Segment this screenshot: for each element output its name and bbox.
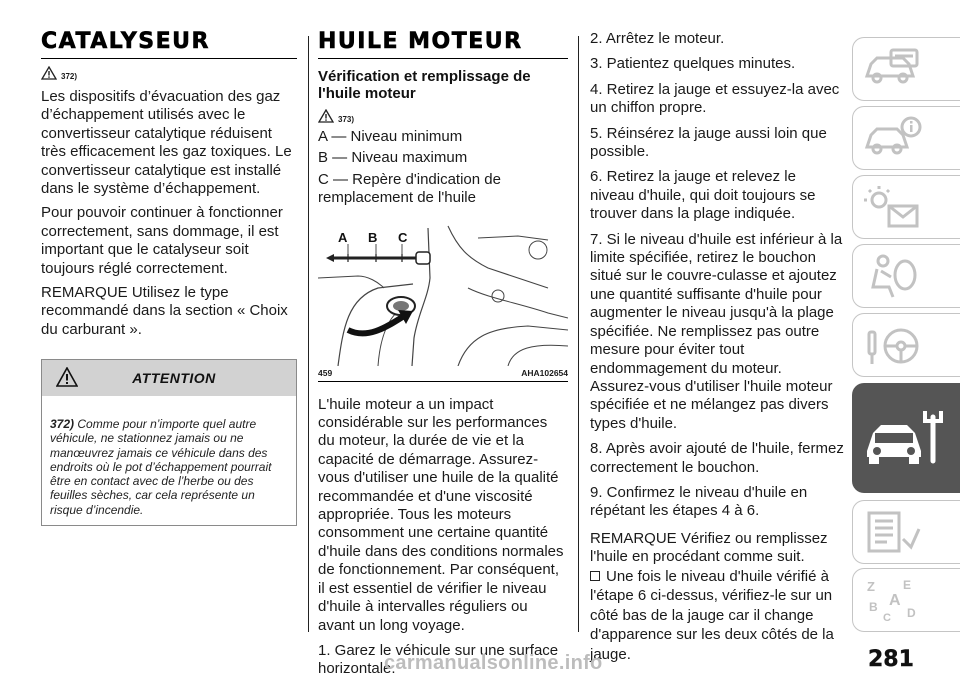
figure-number: 459 bbox=[318, 367, 333, 378]
svg-text:E: E bbox=[903, 578, 912, 592]
column-catalyseur bbox=[41, 30, 297, 526]
car-maintenance-icon bbox=[863, 407, 949, 469]
specifications-list-icon bbox=[863, 509, 923, 555]
step: 5. Réinsérez la jauge aussi loin que possible. bbox=[590, 124, 827, 161]
dipstick-figure bbox=[318, 218, 568, 382]
checkbox-icon bbox=[590, 571, 600, 581]
remark-continued bbox=[590, 567, 844, 665]
column-huile-moteur bbox=[318, 30, 568, 678]
figure-label-a: A bbox=[338, 229, 348, 245]
column-divider bbox=[578, 36, 579, 632]
tab-dashboard[interactable] bbox=[852, 37, 960, 101]
heading-underline bbox=[318, 58, 568, 59]
legend-item: C — Repère d'indication de remplacement de l'huile bbox=[318, 170, 501, 207]
tab-driving[interactable] bbox=[852, 313, 960, 377]
tab-index[interactable] bbox=[852, 568, 960, 632]
car-info-icon bbox=[863, 115, 923, 161]
tab-safety[interactable] bbox=[852, 244, 960, 308]
step: 1. Garez le véhicule sur une surface horizontale. bbox=[318, 641, 559, 678]
warning-title: ATTENTION bbox=[132, 370, 216, 387]
tab-maintenance[interactable] bbox=[852, 383, 960, 493]
heading-underline bbox=[41, 58, 297, 59]
warning-triangle-icon bbox=[56, 367, 78, 387]
step: 4. Retirez la jauge et essuyez-la avec un chiffon propre. bbox=[590, 80, 840, 117]
svg-text:B: B bbox=[869, 600, 878, 614]
column-steps bbox=[590, 30, 844, 664]
index-letters-icon bbox=[863, 577, 923, 623]
warning-box bbox=[41, 359, 297, 525]
step: 3. Patientez quelques minutes. bbox=[590, 55, 796, 73]
page-number: 281 bbox=[868, 647, 914, 672]
warning-ref-number: 372) bbox=[61, 71, 78, 81]
subheading: Vérification et remplissage de l'huile moteur bbox=[318, 68, 531, 102]
warning-lights-icon bbox=[863, 184, 923, 230]
remark: REMARQUE Utilisez le type recommandé dans la section « Choix du carburant ». bbox=[41, 284, 288, 338]
warning-ref bbox=[41, 64, 297, 82]
column-divider bbox=[308, 36, 309, 632]
driving-wheel-icon bbox=[863, 322, 923, 368]
step: 6. Retirez la jauge et relevez le niveau d'huile, qui doit toujours se trouver dans la plage indiquée. bbox=[590, 168, 816, 223]
warning-box-header bbox=[42, 360, 296, 396]
warning-ref-number: 373) bbox=[338, 114, 355, 124]
paragraph: L'huile moteur a un impact considérable sur les performances du moteur, la durée de vie et la capacité de démarrage. Assurez-vous d'utiliser une huile de la qualité recommandée et d'une viscosité appropriée. Tous les moteurs consomment une certaine quantité d'huile dans des conditions normales de fonctionnement. Par conséquent, il est essentiel de vérifier le niveau d'huile à intervalles réguliers ou avant un long voyage. bbox=[318, 395, 564, 634]
dipstick-illustration bbox=[318, 218, 568, 366]
legend-item: B — Niveau maximum bbox=[318, 149, 468, 167]
tab-warning-lights[interactable] bbox=[852, 175, 960, 239]
figure-caption bbox=[318, 368, 568, 382]
svg-text:Z: Z bbox=[867, 579, 875, 594]
watermark: carmanualsonline.info bbox=[384, 652, 603, 674]
warning-ref bbox=[318, 107, 568, 125]
step: 7. Si le niveau d'huile est inférieur à la limite spécifiée, retirez le bouchon situé sur le couvre-culasse et ajoutez une quantité suffisante d'huile pour augmenter le niveau jusqu'à la plage spécifiée. Ne remplissez pas outre mesure pour éviter tout endommagement du moteur. Assurez-vous d'utiliser l'huile moteur spécifiée et ne mélangez pas divers types d'huile. bbox=[590, 230, 843, 432]
svg-text:C: C bbox=[883, 612, 891, 623]
warning-triangle-icon bbox=[318, 109, 334, 123]
step: 8. Après avoir ajouté de l'huile, fermez correctement le bouchon. bbox=[590, 440, 844, 476]
figure-label-c: C bbox=[398, 229, 408, 245]
step: 9. Confirmez le niveau d'huile en répétant les étapes 4 à 6. bbox=[590, 483, 808, 520]
paragraph: Les dispositifs d’évacuation des gaz d’échappement utilisés avec le convertisseur catalytique réduisent très efficacement les gaz toxiques. Le convertisseur catalytique est installé dans le système d’échappement. bbox=[41, 88, 292, 198]
figure-label-b: B bbox=[368, 229, 378, 245]
svg-text:A: A bbox=[889, 592, 901, 609]
tab-specifications[interactable] bbox=[852, 500, 960, 564]
paragraph: Pour pouvoir continuer à fonctionner correctement, sans dommage, il est important que le catalyseur soit toujours réglé correctement. bbox=[41, 204, 283, 277]
section-heading-huile-moteur: HUILE MOTEUR bbox=[318, 29, 523, 54]
warning-number: 372) bbox=[50, 417, 75, 432]
svg-text:D: D bbox=[907, 606, 916, 620]
section-heading-catalyseur: CATALYSEUR bbox=[41, 29, 210, 54]
warning-triangle-icon bbox=[41, 66, 57, 80]
dashboard-car-icon bbox=[863, 46, 923, 92]
remark-detail: Une fois le niveau d'huile vérifié à l'étape 6 ci-dessus, vérifiez-le sur un côté bas de la jauge car il change d'apparence sur les deux côtés de la jauge. bbox=[590, 567, 834, 663]
figure-code: AHA102654 bbox=[521, 367, 568, 378]
warning-body: Comme pour n’importe quel autre véhicule, ne stationnez jamais ou ne manœuvrez jamais ce véhicule dans des endroits où le pot d’échappement pourrait être en contact avec de l’herbe ou des feuilles sèches, car cela représente un risque d’incendie. bbox=[50, 417, 272, 517]
warning-text bbox=[42, 396, 296, 524]
remark: REMARQUE Vérifiez ou remplissez l'huile en procédant comme suit. bbox=[590, 529, 828, 566]
step: 2. Arrêtez le moteur. bbox=[590, 30, 725, 47]
legend-item: A — Niveau minimum bbox=[318, 128, 463, 145]
safety-airbag-icon bbox=[863, 253, 923, 299]
tab-car-info[interactable] bbox=[852, 106, 960, 170]
